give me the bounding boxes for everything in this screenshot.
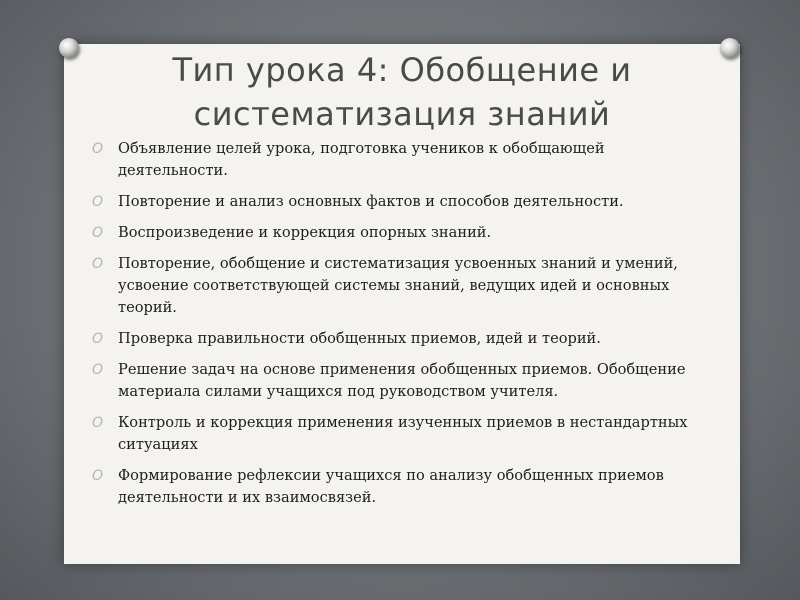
list-item-text: Повторение, обобщение и систематизация усвоенных знаний и умений, усвоение соответствующей системы знаний, ведущих идей и основных теорий. (118, 255, 678, 316)
bullet-icon: O (92, 468, 104, 484)
list-item-text: Воспроизведение и коррекция опорных знаний. (118, 224, 492, 241)
list-item (92, 465, 712, 509)
bullet-icon: O (92, 256, 104, 272)
bullet-icon: O (92, 331, 104, 347)
list-item-text: Объявление целей урока, подготовка учеников к обобщающей деятельности. (118, 140, 605, 179)
bullet-icon: O (92, 415, 104, 431)
list-item-text: Повторение и анализ основных фактов и способов деятельности. (118, 193, 624, 210)
bullet-icon: O (92, 362, 104, 378)
list-item (92, 253, 712, 319)
bullet-icon: O (92, 194, 104, 210)
list-item (92, 222, 712, 244)
list-item (92, 412, 712, 456)
list-item (92, 359, 712, 403)
list-item (92, 191, 712, 213)
list-item (92, 328, 712, 350)
bullet-icon: O (92, 141, 104, 157)
slide-title (64, 48, 740, 136)
list-item-text: Формирование рефлексии учащихся по анализу обобщенных приемов деятельности и их взаимосвязей. (118, 467, 664, 506)
slide-title-line-2: систематизация знаний (193, 95, 611, 133)
list-item-text: Контроль и коррекция применения изученных приемов в нестандартных ситуациях (118, 414, 688, 453)
list-item-text: Проверка правильности обобщенных приемов, идей и теорий. (118, 330, 601, 347)
list-item-text: Решение задач на основе применения обобщенных приемов. Обобщение материала силами учащихся под руководством учителя. (118, 361, 686, 400)
list-item (92, 138, 712, 182)
bullet-icon: O (92, 225, 104, 241)
bullet-list (92, 138, 712, 518)
slide-title-line-1: Тип урока 4: Обобщение и (172, 51, 632, 89)
